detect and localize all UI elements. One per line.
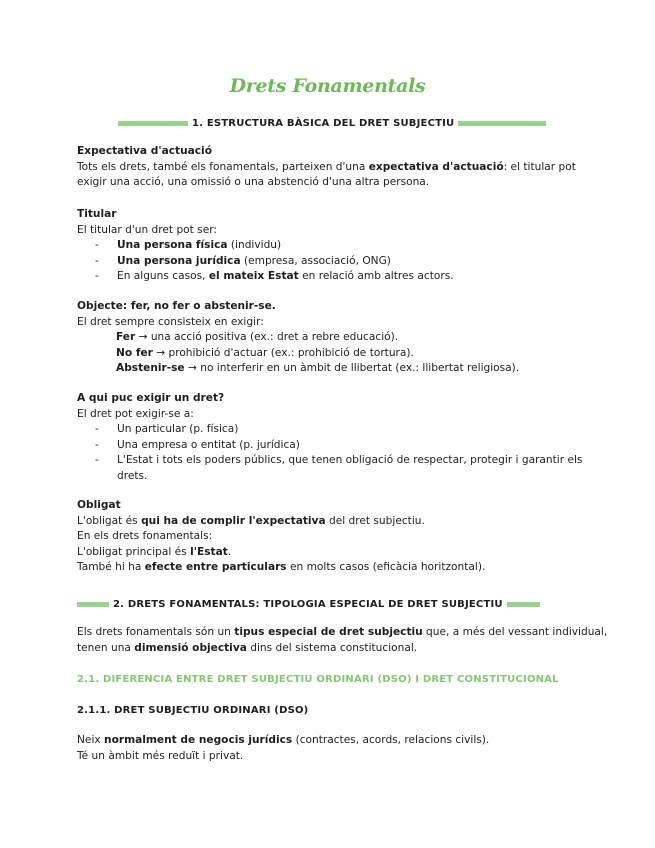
obligat-line: En els drets fonamentals: bbox=[77, 530, 213, 543]
titular-heading: Titular bbox=[77, 208, 117, 220]
titular-block bbox=[77, 207, 587, 285]
heading-bar-left bbox=[77, 602, 109, 607]
list-item: - Un particular (p. física) bbox=[95, 423, 239, 436]
section-2-paragraph: Els drets fonamentals són un tipus especial de dret subjectiu que, a més del vessant individual, tenen una dimensió objectiva dins del sistema constitucional. bbox=[77, 626, 608, 654]
expectativa-block bbox=[77, 144, 587, 191]
document-title: Drets Fonamentals bbox=[229, 75, 426, 97]
list-item: Abstenir-se → no interferir en un àmbit de llibertat (ex.: llibertat religiosa). bbox=[116, 362, 520, 375]
list-item: Fer → una acció positiva (ex.: dret a rebre educació). bbox=[116, 331, 399, 344]
section-2-1-heading: 2.1. DIFERENCIA ENTRE DRET SUBJECTIU ORDINARI (DSO) I DRET CONSTITUCIONAL bbox=[77, 674, 559, 685]
section-2-heading bbox=[77, 597, 540, 613]
heading-bar-right bbox=[507, 602, 540, 607]
section-1-heading bbox=[118, 116, 546, 132]
obligat-block bbox=[77, 498, 587, 576]
objecte-intro: El dret sempre consisteix en exigir: bbox=[77, 315, 264, 328]
aqui-block bbox=[77, 391, 587, 485]
obligat-line: L'obligat principal és l'Estat. bbox=[77, 545, 232, 558]
titular-intro: El titular d'un dret pot ser: bbox=[77, 223, 217, 236]
objecte-block bbox=[77, 299, 587, 377]
list-item: - Una persona jurídica (empresa, associació, ONG) bbox=[95, 254, 391, 267]
obligat-heading: Obligat bbox=[77, 499, 121, 511]
list-item: - L'Estat i tots els poders públics, que tenen obligació de respectar, protegir i garantir els bbox=[95, 454, 583, 467]
section-2-1-1-heading: 2.1.1. DRET SUBJECTIU ORDINARI (DSO) bbox=[77, 705, 309, 716]
section-1-heading-text: 1. ESTRUCTURA BÀSICA DEL DRET SUBJECTIU bbox=[192, 118, 455, 129]
aqui-heading: A qui puc exigir un dret? bbox=[77, 392, 225, 404]
section-2-1-1-paragraph: Neix normalment de negocis jurídics (contractes, acords, relacions civils). Té un àmbit més reduït i privat. bbox=[77, 734, 490, 762]
section-2-heading-text: 2. DRETS FONAMENTALS: TIPOLOGIA ESPECIAL DE DRET SUBJECTIU bbox=[113, 599, 503, 610]
expectativa-paragraph-line: exigir una acció, una omissió o una abstenció d'una altra persona. bbox=[77, 176, 430, 189]
heading-bar-left bbox=[118, 121, 188, 126]
obligat-line: L'obligat és qui ha de complir l'expectativa del dret subjectiu. bbox=[77, 514, 425, 527]
list-item-continuation: drets. bbox=[117, 469, 148, 482]
list-item: - Una persona física (individu) bbox=[95, 239, 282, 252]
expectativa-paragraph-line: Tots els drets, també els fonamentals, parteixen d'una expectativa d'actuació: el titular pot bbox=[77, 160, 576, 173]
list-item: - En alguns casos, el mateix Estat en relació amb altres actors. bbox=[95, 270, 454, 283]
expectativa-heading: Expectativa d'actuació bbox=[77, 145, 212, 157]
obligat-line: També hi ha efecte entre particulars en molts casos (eficàcia horitzontal). bbox=[77, 561, 486, 574]
aqui-intro: El dret pot exigir-se a: bbox=[77, 407, 194, 420]
list-item: - Una empresa o entitat (p. jurídica) bbox=[95, 438, 300, 451]
heading-bar-right bbox=[458, 121, 546, 126]
objecte-heading: Objecte: fer, no fer o abstenir-se. bbox=[77, 300, 276, 312]
list-item: No fer → prohibició d'actuar (ex.: prohibició de tortura). bbox=[116, 346, 414, 359]
